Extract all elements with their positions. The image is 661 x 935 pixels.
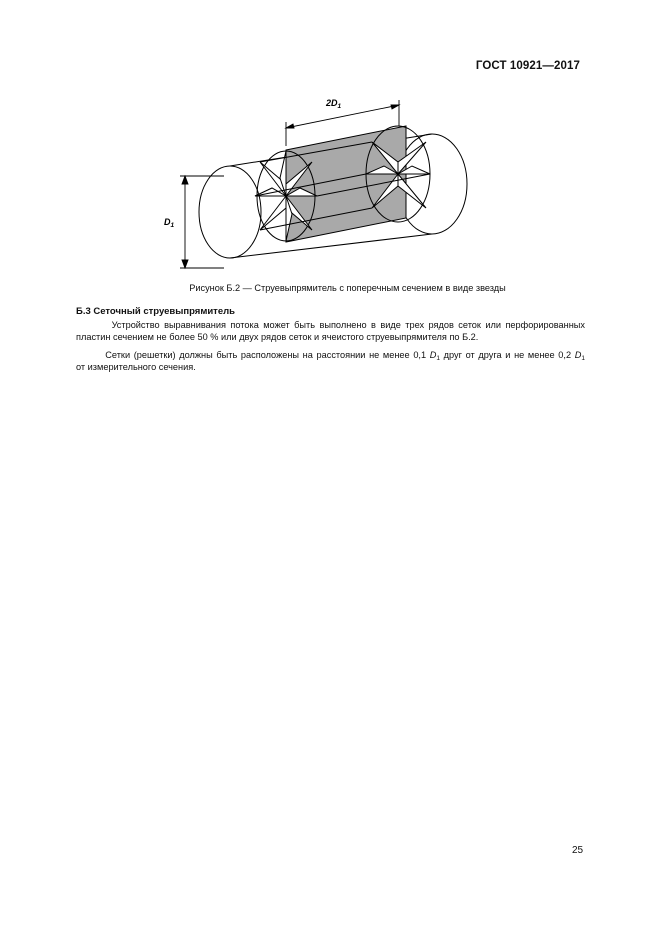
figure-caption: Рисунок Б.2 — Струевыпрямитель с поперечным сечением в виде звезды — [189, 283, 506, 293]
paragraph-1-line-2: пластин сечением не более 50 % или двух рядов сеток и ячеистого струевыпрямителя по Б.2. — [76, 331, 479, 342]
label-d1: $D_1$ — [164, 217, 175, 229]
paragraph-2-line-1: Сетки (решетки) должны быть расположены на расстоянии не менее 0,1 $D_1$ друг от друга и не менее 0,2 $D_1$ — [105, 350, 586, 362]
document-header: ГОСТ 10921—2017 — [475, 60, 580, 72]
star-straightener-drawing — [150, 88, 490, 278]
page-number: 25 — [572, 845, 584, 856]
paragraph-2-line-2: от измерительного сечения. — [76, 361, 196, 372]
paragraph-1-line-1: Устройство выравнивания потока может быть выполнено в виде трех рядов сеток или перфорированных — [111, 320, 586, 330]
vane-planes — [286, 126, 406, 242]
section-title: Б.3 Сеточный струевыпрямитель — [76, 306, 235, 317]
pipe-left-end — [199, 166, 261, 258]
label-2d1: $2D_1$ — [326, 98, 342, 110]
pipe-right-end — [397, 134, 467, 234]
paragraph-2 — [76, 350, 585, 374]
paragraph-1 — [76, 320, 585, 344]
figure-star-flow-straightener — [150, 88, 490, 278]
